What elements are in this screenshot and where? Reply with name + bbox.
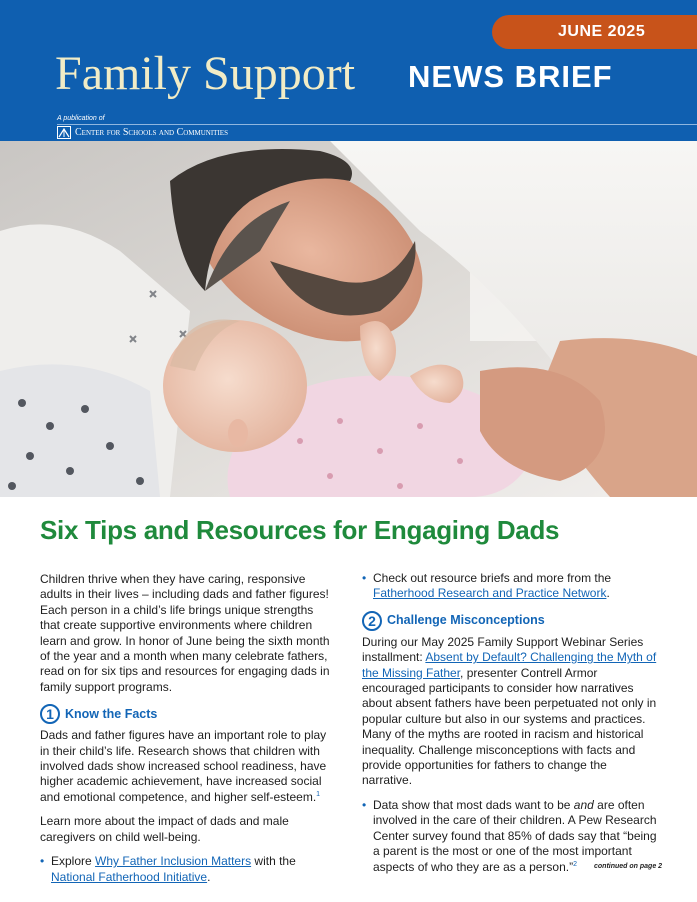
section-2-body-intro: During our May 2025 Family Support Webinar Series installment: — [362, 634, 644, 665]
newsletter-title: Family Support — [55, 47, 356, 100]
section-1-heading — [40, 704, 335, 724]
learn-more-paragraph: Learn more about the impact of dads and male caregivers on child well-being. — [40, 814, 289, 844]
bullet-text: with the — [251, 854, 296, 869]
bullet-emphasis: and — [573, 797, 594, 812]
section-2-title: Challenge Misconceptions — [387, 613, 545, 628]
list-item — [40, 854, 335, 885]
bullet-text: are often involved in the care of their children. A Pew Research Center survey found that 85% of dads say that “being a parent is the most or one of the most important aspects of who they are as a person.” — [373, 797, 657, 874]
footnote-1: 1 — [316, 790, 321, 798]
publication-of-label: A publication of — [57, 115, 105, 122]
section-1-number: 1 — [40, 704, 60, 724]
org-name: Center for Schools and Communities — [75, 127, 228, 138]
list-item — [362, 571, 660, 602]
section-2-heading — [362, 611, 660, 631]
why-father-inclusion-link[interactable]: Why Father Inclusion Matters — [95, 854, 252, 869]
section-2-body — [362, 635, 660, 789]
hero-illustration — [0, 141, 697, 497]
section-2-number: 2 — [362, 611, 382, 631]
issue-date-badge: JUNE 2025 — [492, 15, 697, 49]
org-logo-icon — [57, 126, 71, 139]
national-fatherhood-initiative-link[interactable]: National Fatherhood Initiative — [51, 869, 208, 884]
bullet-text: . — [207, 869, 211, 884]
section-1-body-text: Dads and father figures have an important role to play in their child’s life. Research shows that children with involved dads show increased school readiness, have higher academic achievement, have increased social and emotional competence, and higher self-esteem. — [40, 728, 327, 804]
fatherhood-research-network-link[interactable]: Fatherhood Research and Practice Network — [373, 586, 607, 601]
article-right-column — [362, 571, 663, 884]
masthead — [0, 0, 697, 141]
bullet-text: . — [606, 586, 610, 601]
section-2-body-text: , presenter Contrell Armor encouraged participants to consider how narratives about absent fathers have been perpetuated not only in popular culture but also in our systems and practices. Many of the myths are rooted in racism and historical inequality. Challenge misconceptions with facts and provide opportunities for fathers to change the narrative. — [362, 665, 657, 788]
newsletter-subtitle: NEWS BRIEF — [408, 59, 613, 94]
bullet-text: Explore — [51, 854, 96, 869]
section-1-body — [40, 728, 335, 805]
article-left-column — [40, 572, 335, 894]
hero-photo-father-and-baby — [0, 141, 697, 497]
section-1-title: Know the Facts — [65, 706, 158, 721]
absent-by-default-webinar-link[interactable]: Absent by Default? Challenging the Myth of the Missing Father — [362, 650, 657, 680]
continued-on-page-note: continued on page 2 — [594, 863, 663, 870]
bullet-text: Check out resource briefs and more from the — [373, 571, 612, 585]
intro-paragraph: Children thrive when they have caring, responsive adults in their lives – including dads and father figures! Each person in a child’s life brings unique strengths that create supportive environments where children learn and grow. In honor of June being the sixth month of the year and a month when many celebrate fathers, read on for six tips and resources for engaging dads in family support programs. — [40, 572, 330, 694]
bullet-text: Data show that most dads want to be — [373, 797, 574, 812]
article-headline: Six Tips and Resources for Engaging Dads — [40, 515, 560, 545]
footnote-2: 2 — [573, 860, 578, 868]
masthead-divider — [57, 124, 697, 125]
